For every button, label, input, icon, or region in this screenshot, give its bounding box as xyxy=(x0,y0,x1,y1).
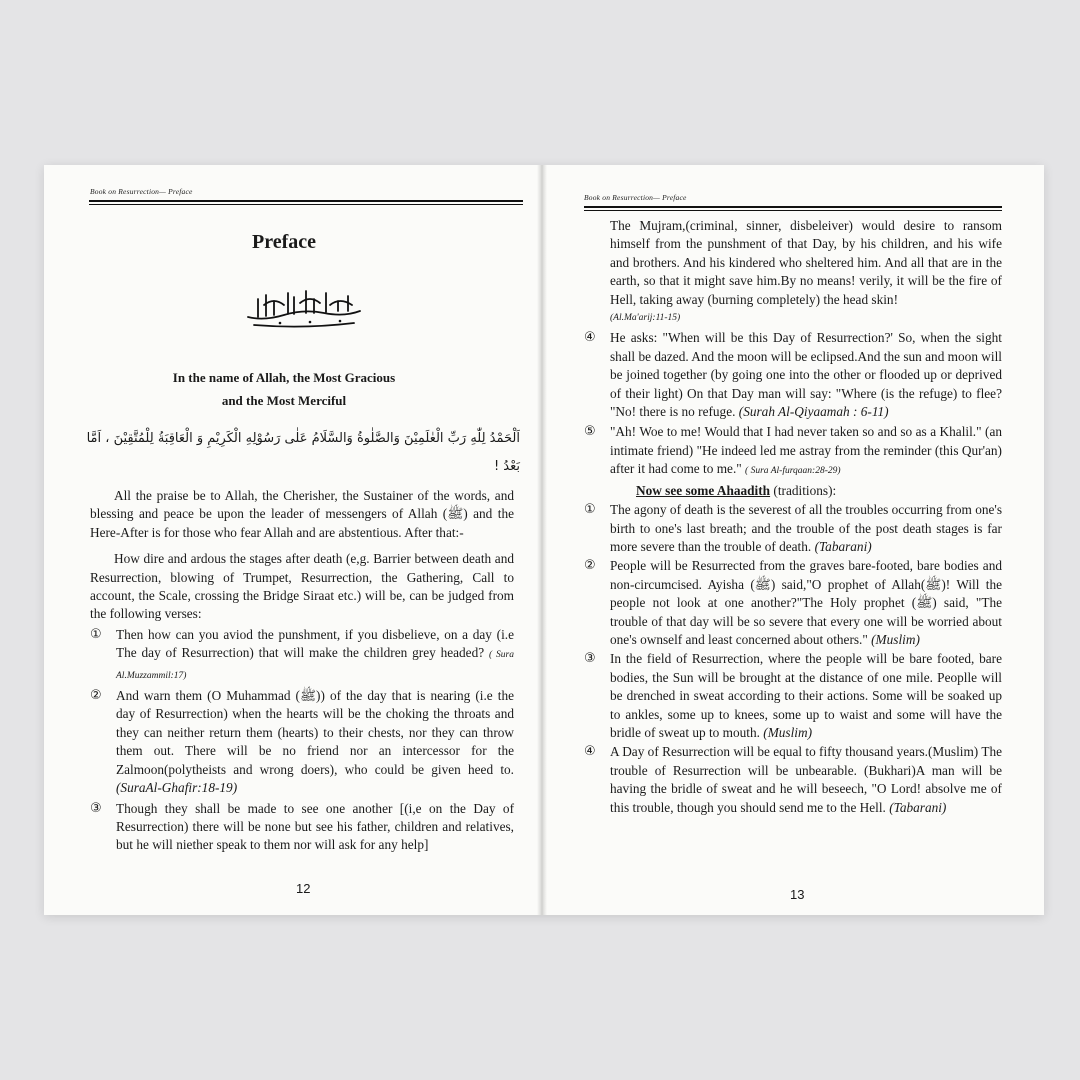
hadith-text: The agony of death is the severest of all the troubles occurring from one's birth to one's last breath; and the trouble of the post death stages is far more severe than the trouble of death. xyxy=(610,502,1002,554)
hadith-text: In the field of Resurrection, where the people will be bare footed, bare bodies, the Sun will be brought at the distance of one mile. Peoplle will be drenched in sweat according to their actions. Some will be soaked up to ankles, some up to knees, some up to waist and some will have the bridle of sweat up to mouth. xyxy=(610,651,1002,740)
ahaadith-heading-line xyxy=(584,482,1002,500)
verse-text: The Mujram,(criminal, sinner, disbeleiver) would desire to ransom himself from the punshment of that Day, by his children, and his wife and brothers. And his kindered who sheltered him. And all that are in the earth, so that it might save him.By no means! verily, it will be the fire of Hell, taking away (burning completely) the head skin! xyxy=(610,218,1002,307)
verse-continuation xyxy=(584,217,1002,327)
item-number: ⑤ xyxy=(584,424,596,440)
verse-text: And warn them (O Muhammad (ﷺ)) of the day that is nearing (i.e the day of Resurrection) when the hearts will be the choking the throats and they can neither return them (hearts) to their chests, nor they can throw them out. There will be no friend nor an intercessor for the Zalmoon(polytheists and wrong doers), who could be given heed to. xyxy=(116,688,514,777)
verse-citation: (Surah Al-Qiyaamah : 6-11) xyxy=(738,404,889,420)
page-title: Preface xyxy=(251,231,317,253)
verse-item xyxy=(584,329,1002,421)
open-book xyxy=(44,165,1044,915)
arabic-amma-baad: بَعْدُ ! xyxy=(493,459,520,474)
paragraph-praise: All the praise be to Allah, the Cherisher, the Sustainer of the words, and blessing and peace be upon the leader of messengers of Allah (ﷺ) and the Here-After is for those who fear Allah and are abstentious. After that:- xyxy=(90,488,514,540)
header-rule-thin xyxy=(584,210,1002,211)
hadith-citation: (Tabarani) xyxy=(814,538,872,554)
hadith-citation: (Muslim) xyxy=(763,724,813,740)
item-number: ③ xyxy=(584,651,596,667)
left-page xyxy=(44,165,540,915)
right-page xyxy=(544,165,1044,915)
header-rule-thin xyxy=(89,204,523,205)
verse-text: Then how can you aviod the punshment, if you disbelieve, on a day (i.e The day of Resurrection) that will make the children grey headed? xyxy=(116,626,514,661)
item-number: ④ xyxy=(584,330,596,346)
verse-citation: ( Sura Al.Muzzammil:17) xyxy=(116,650,514,681)
heading-line-1: In the name of Allah, the Most Gracious xyxy=(172,370,396,385)
right-body xyxy=(584,217,1002,817)
left-body xyxy=(90,487,514,855)
hadith-text: A Day of Resurrection will be equal to fifty thousand years.(Muslim) The trouble of Resurrection will be unbearable. (Bukhari)A man will be having the bridle of sweat and he will beseech, "O Lord! absolve me of this trouble, though you should send me to the Hell. xyxy=(610,744,1002,815)
arabic-praise-line: اَلْحَمْدُ لِلّٰهِ رَبِّ الْعٰلَمِيْنَ وَالصَّلٰوةُ وَالسَّلَامُ عَلٰى رَسُوْلِهِ الْكَرِيْمِ وَ الْعَاقِبَةُ لِلْمُتَّقِيْنَ ، اَمَّا xyxy=(86,431,520,446)
header-rule xyxy=(89,200,523,202)
hadith-text: People will be Resurrected from the graves bare-footed, bare bodies and non-circumcised. Ayisha (ﷺ) said,"O prophet of Allah(ﷺ)! Will the people not look at one another?"The Holy prophet (ﷺ) said, "The trouble of that day will be so severe that every one will be worried about one's ownself and least concerned about others." xyxy=(610,558,1003,647)
verse-text: "Ah! Woe to me! Would that I had never taken so and so as a Khalil." (an intimate friend) "He indeed led me astray from the reminder (this Qur'an) after it had come to me." xyxy=(610,424,1002,477)
paragraph-stages: How dire and ardous the stages after death (e,g. Barrier between death and Resurrection, blowing of Trumpet, Resurrection, the Gathering, Call to account, the Scale, crossing the Bridge Siraat etc.) will be, can be judged from the following verses: xyxy=(90,551,514,622)
hadith-item xyxy=(584,650,1002,742)
ahaadith-heading: Now see some Ahaadith xyxy=(636,482,771,498)
basmala-calligraphy xyxy=(244,287,364,329)
verse-text: He asks: "When will be this Day of Resurrection?' So, when the sight shall be dazed. And the moon will be eclipsed.And the sun and moon will be joined together (by going one into the other or flooded up or deprived of their light) On that Day man will say: "Where (is the refuge) to flee? "No! there is no refuge. xyxy=(610,330,1002,420)
verse-citation: ( Sura Al-furqaan:28-29) xyxy=(745,466,841,477)
verse-text: Though they shall be made to see one another [(i,e on the Day of Resurrection) there will be none but see his father, children and relatives, but he will niether speak to them nor will ask for any help] xyxy=(116,800,514,853)
ahaadith-heading-suffix: (traditions): xyxy=(770,482,837,498)
item-number: ② xyxy=(90,688,102,704)
verse-item xyxy=(90,687,514,797)
item-number: ③ xyxy=(90,800,102,816)
running-head: Book on Resurrection— Preface xyxy=(584,193,687,202)
verse-item xyxy=(584,423,1002,480)
hadith-citation: (Tabarani) xyxy=(889,799,947,815)
hadith-item xyxy=(584,557,1002,649)
item-number: ① xyxy=(584,502,596,518)
verse-citation: (SuraAl-Ghafir:18-19) xyxy=(116,780,238,796)
item-number: ① xyxy=(90,626,102,642)
hadith-item xyxy=(584,743,1002,817)
hadith-citation: (Muslim) xyxy=(871,631,920,647)
verse-item xyxy=(90,626,514,685)
item-number: ④ xyxy=(584,744,596,760)
heading-line-2: and the Most Merciful xyxy=(221,393,347,408)
verse-item xyxy=(90,800,514,855)
header-rule xyxy=(584,206,1002,208)
page-number: 13 xyxy=(790,887,805,902)
page-number: 12 xyxy=(296,881,311,896)
item-number: ② xyxy=(584,558,596,574)
verse-citation: (Al.Ma'arij:11-15) xyxy=(610,313,681,324)
running-head: Book on Resurrection— Preface xyxy=(90,187,193,196)
hadith-item xyxy=(584,501,1002,556)
